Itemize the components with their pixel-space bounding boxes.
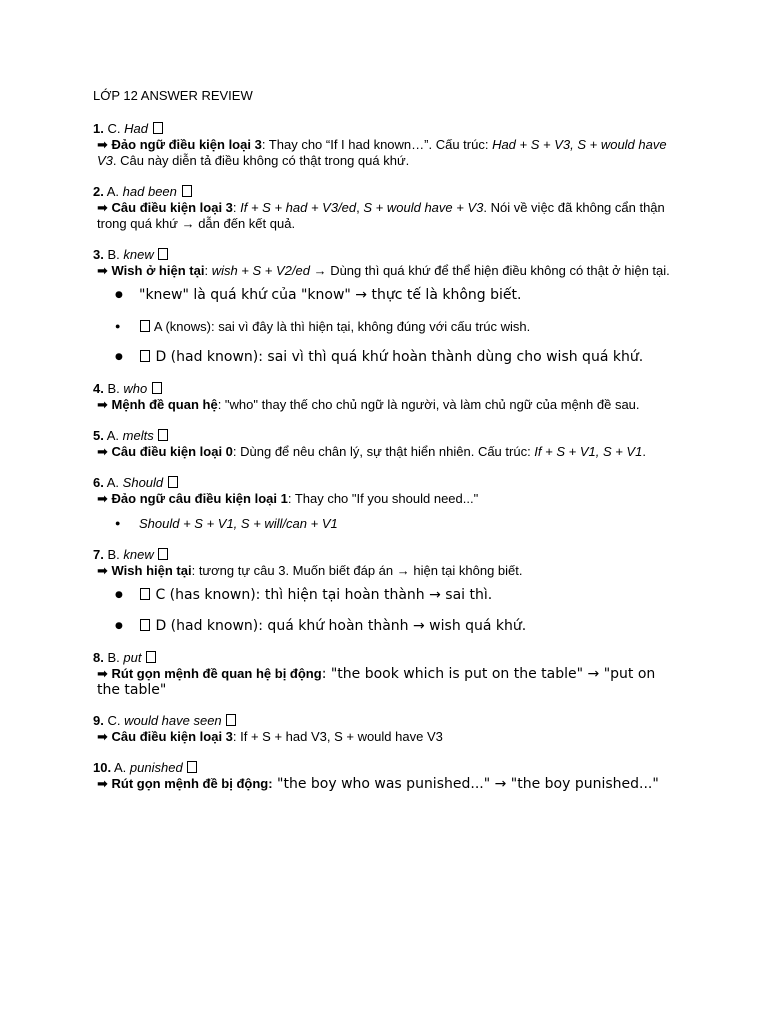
missing-glyph-icon: [158, 248, 168, 260]
missing-glyph-icon: [182, 185, 192, 197]
bullet-list: [93, 587, 673, 635]
arrow-icon: ➡: [97, 137, 108, 152]
arrow-icon: ➡: [97, 444, 108, 459]
arrow-icon: ➡: [97, 563, 108, 578]
question-line: 3. B. knew: [93, 247, 673, 263]
missing-glyph-icon: [158, 548, 168, 560]
explanation-line: ➡ Rút gọn mệnh đề quan hệ bị động: "the book which is put on the table" → "put on the table": [97, 666, 656, 698]
missing-glyph-icon: [140, 350, 150, 362]
arrow-icon: ➡: [97, 491, 108, 506]
page-title: LỚP 12 ANSWER REVIEW: [93, 88, 253, 103]
missing-glyph-icon: [140, 588, 150, 600]
missing-glyph-icon: [158, 429, 168, 441]
question-line: 5. A. melts: [93, 428, 673, 444]
question-line: 9. C. would have seen: [93, 713, 673, 729]
answer-item-1: [93, 121, 673, 169]
list-item: ● D (had known): quá khứ hoàn thành → wish quá khứ.: [93, 618, 673, 635]
list-item: ● D (had known): sai vì thì quá khứ hoàn thành dùng cho wish quá khứ.: [93, 349, 673, 366]
list-item: ● C (has known): thì hiện tại hoàn thành → sai thì.: [93, 587, 673, 604]
explanation-line: ➡ Mệnh đề quan hệ: "who" thay thế cho chủ ngữ là người, và làm chủ ngữ của mệnh đề sau.: [97, 397, 640, 412]
explanation-line: ➡ Wish hiện tại: tương tự câu 3. Muốn biết đáp án → hiện tại không biết.: [97, 563, 523, 578]
missing-glyph-icon: [140, 619, 150, 631]
arrow-icon: ➡: [97, 729, 108, 744]
bullet-list: [93, 287, 673, 366]
arrow-icon: ➡: [97, 397, 108, 412]
question-line: 8. B. put: [93, 650, 673, 666]
explanation-line: ➡ Đảo ngữ điều kiện loại 3: Thay cho “If I had known…”. Cấu trúc: Had + S + V3, S + would have V3. Câu này diễn tả điều không có thật trong quá khứ.: [97, 137, 667, 168]
question-line: 4. B. who: [93, 381, 673, 397]
missing-glyph-icon: [153, 122, 163, 134]
arrow-icon: ➡: [97, 666, 108, 681]
missing-glyph-icon: [146, 651, 156, 663]
missing-glyph-icon: [140, 320, 150, 332]
missing-glyph-icon: [187, 761, 197, 773]
explanation-line: ➡ Câu điều kiện loại 0: Dùng để nêu chân lý, sự thật hiển nhiên. Cấu trúc: If + S + V1, S + V1.: [97, 444, 646, 459]
list-item: ● "knew" là quá khứ của "know" → thực tế là không biết.: [93, 287, 673, 304]
arrow-icon: ➡: [97, 263, 108, 278]
list-item: ● Should + S + V1, S + will/can + V1: [93, 515, 673, 532]
arrow-icon: ➡: [97, 200, 108, 215]
explanation-line: ➡ Đảo ngữ câu điều kiện loại 1: Thay cho "If you should need...": [97, 491, 479, 506]
missing-glyph-icon: [168, 476, 178, 488]
question-line: 6. A. Should: [93, 475, 673, 491]
question-line: 7. B. knew: [93, 547, 673, 563]
missing-glyph-icon: [152, 382, 162, 394]
question-line: 2. A. had been: [93, 184, 673, 200]
explanation-line: ➡ Wish ở hiện tại: wish + S + V2/ed → Dùng thì quá khứ để thể hiện điều không có thật ở hiện tại.: [97, 263, 670, 278]
answer-item-9: [93, 713, 673, 745]
answer-item-6: [93, 475, 673, 532]
answer-item-10: [93, 760, 673, 792]
explanation-line: ➡ Rút gọn mệnh đề bị động: "the boy who was punished..." → "the boy punished...": [97, 776, 659, 792]
arrow-icon: ➡: [97, 776, 108, 791]
explanation-line: ➡ Câu điều kiện loại 3: If + S + had V3, S + would have V3: [97, 729, 443, 744]
explanation-line: ➡ Câu điều kiện loại 3: If + S + had + V3/ed, S + would have + V3. Nói về việc đã không cẩn thận trong quá khứ → dẫn đến kết quả.: [97, 200, 665, 231]
answer-item-8: [93, 650, 673, 698]
answer-item-4: [93, 381, 673, 413]
bullet-list: [93, 515, 673, 532]
answer-item-3: [93, 247, 673, 366]
answer-item-5: [93, 428, 673, 460]
answer-item-2: [93, 184, 673, 232]
question-line: 10. A. punished: [93, 760, 673, 776]
list-item: ● A (knows): sai vì đây là thì hiện tại, không đúng với cấu trúc wish.: [93, 318, 673, 335]
question-line: 1. C. Had: [93, 121, 673, 137]
answer-item-7: [93, 547, 673, 635]
document-page: [93, 88, 673, 807]
missing-glyph-icon: [226, 714, 236, 726]
